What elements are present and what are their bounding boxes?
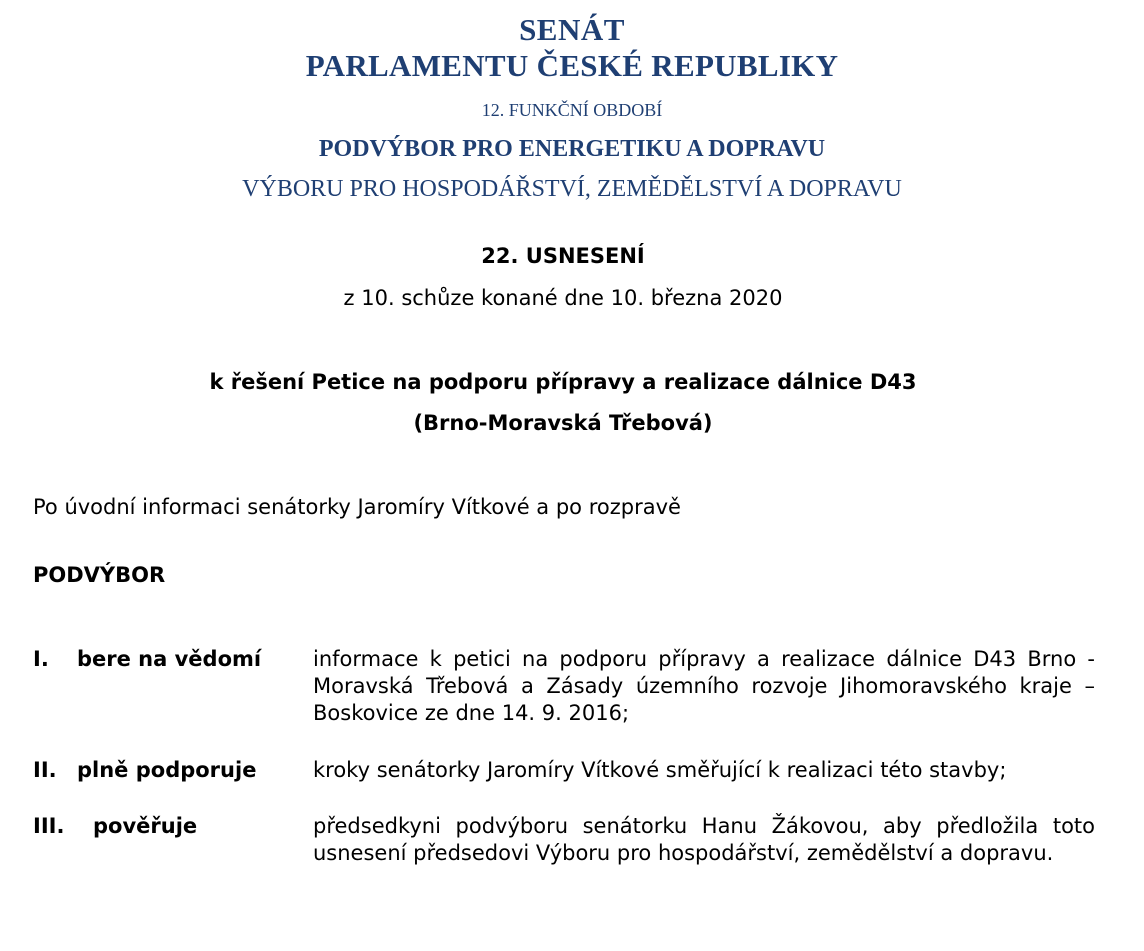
senate-title: SENÁT xyxy=(519,12,625,47)
committee-title: VÝBORU PRO HOSPODÁŘSTVÍ, ZEMĚDĚLSTVÍ A DOPRAVU xyxy=(242,176,902,202)
subject-line-2: (Brno-Moravská Třebová) xyxy=(413,411,713,435)
body-label: PODVÝBOR xyxy=(33,563,166,587)
intro-paragraph: Po úvodní informaci senátorky Jaromíry Vítkové a po rozpravě xyxy=(33,495,681,519)
item-verb: pověřuje xyxy=(93,814,198,838)
item-text: kroky senátorky Jaromíry Vítkové směřující k realizaci této stavby; xyxy=(313,758,1007,782)
item-number: III. xyxy=(33,814,65,838)
resolution-title: 22. USNESENÍ xyxy=(481,244,645,268)
item-number: II. xyxy=(33,758,57,782)
session-info: z 10. schůze konané dne 10. března 2020 xyxy=(343,286,783,310)
item-text: informace k petici na podporu přípravy a realizace dálnice D43 Brno - Moravská Třebová a Zásady územního rozvoje Jihomoravského kraje – Boskovice ze dne 14. 9. 2016; xyxy=(313,647,1095,725)
document-header xyxy=(0,12,1144,203)
term-label: 12. FUNKČNÍ OBDOBÍ xyxy=(481,100,663,120)
item-verb: bere na vědomí xyxy=(77,647,262,671)
item-number: I. xyxy=(33,647,49,671)
subject-line-1: k řešení Petice na podporu přípravy a realizace dálnice D43 xyxy=(209,370,917,394)
item-text: předsedkyni podvýboru senátorku Hanu Žákovou, aby předložila toto usnesení předsedovi Výboru pro hospodářství, zemědělství a dopravu. xyxy=(313,814,1095,865)
subcommittee-title: PODVÝBOR PRO ENERGETIKU A DOPRAVU xyxy=(318,136,826,162)
parliament-title: PARLAMENTU ČESKÉ REPUBLIKY xyxy=(305,48,839,83)
item-verb: plně podporuje xyxy=(77,758,257,782)
